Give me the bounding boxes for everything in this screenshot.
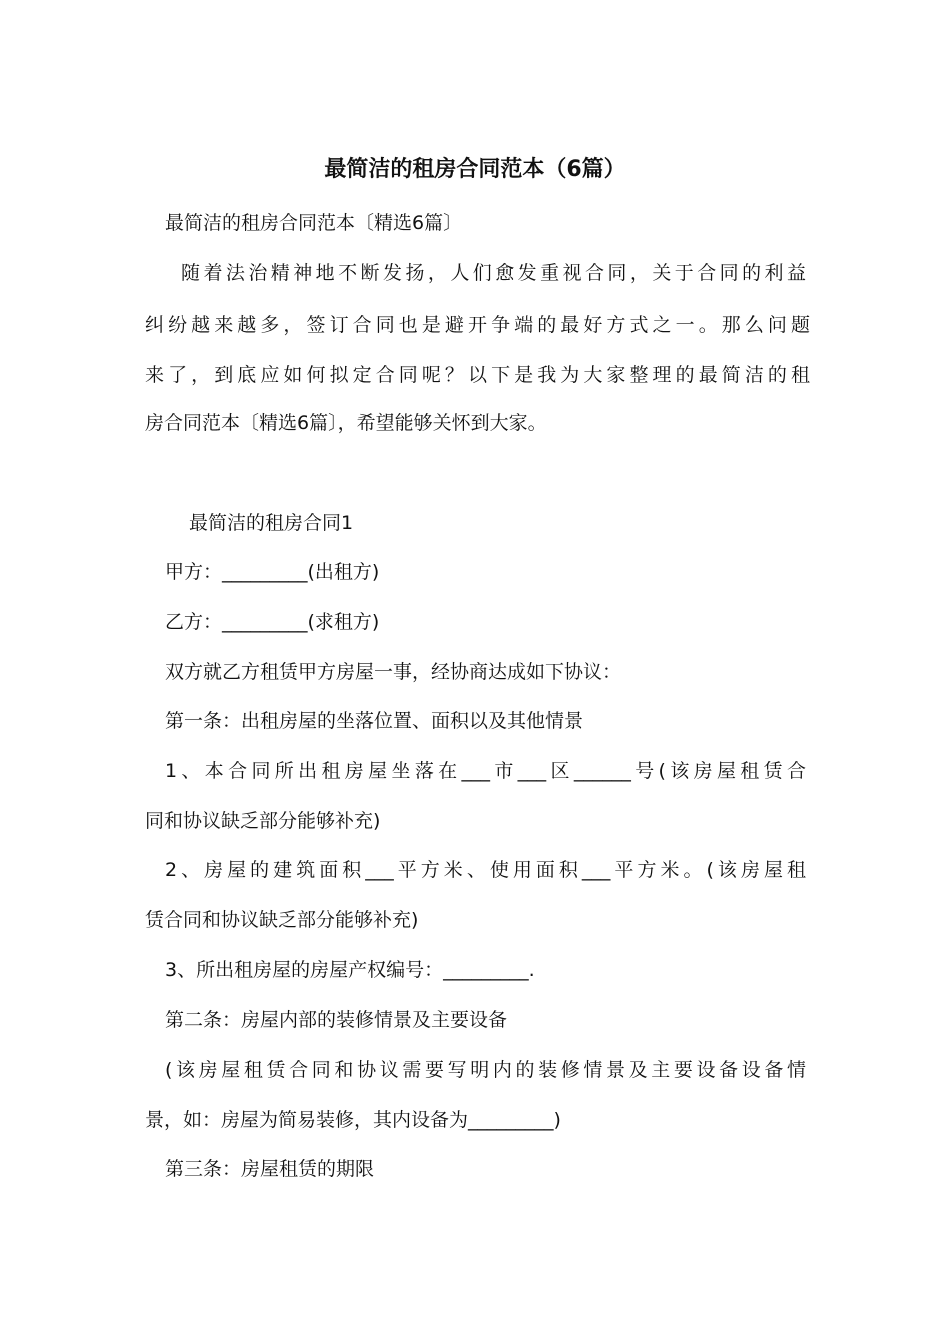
intro-line-2: 纠纷越来越多，签订合同也是避开争端的最好方式之一。那么问题: [145, 314, 810, 336]
document-subtitle: 最简洁的租房合同范本〔精选6篇〕: [165, 212, 463, 234]
contract-heading: 最简洁的租房合同1: [189, 512, 354, 534]
item-2-line-2: 赁合同和协议缺乏部分能够补充): [145, 909, 419, 931]
article-1-title: 第一条：出租房屋的坐落位置、面积以及其他情景: [165, 710, 584, 732]
item-3: 3、所出租房屋的房屋产权编号：_________.: [165, 959, 535, 981]
article-2-title: 第二条：房屋内部的装修情景及主要设备: [165, 1009, 508, 1031]
intro-line-4: 房合同范本〔精选6篇〕，希望能够关怀到大家。: [145, 412, 547, 434]
document-title: 最简洁的租房合同范本（6篇）: [324, 157, 626, 182]
party-a: 甲方：_________(出租方): [165, 561, 380, 583]
intro-line-1: 随着法治精神地不断发扬，人们愈发重视合同，关于合同的利益: [181, 262, 806, 284]
intro-line-3: 来了，到底应如何拟定合同呢？以下是我为大家整理的最简洁的租: [145, 364, 810, 386]
article-2-note-line-2: 景，如：房屋为简易装修，其内设备为_________): [145, 1109, 561, 1131]
article-2-note-line-1: (该房屋租赁合同和协议需要写明内的装修情景及主要设备设备情: [165, 1059, 806, 1081]
party-b: 乙方：_________(求租方): [165, 611, 380, 633]
item-2-line-1: 2、房屋的建筑面积___平方米、使用面积___平方米。(该房屋租: [165, 859, 806, 881]
item-1-line-2: 同和协议缺乏部分能够补充): [145, 810, 381, 832]
agreement-statement: 双方就乙方租赁甲方房屋一事，经协商达成如下协议：: [165, 661, 622, 683]
article-3-title: 第三条：房屋租赁的期限: [165, 1158, 375, 1180]
item-1-line-1: 1、本合同所出租房屋坐落在___市___区______号(该房屋租赁合: [165, 760, 806, 782]
